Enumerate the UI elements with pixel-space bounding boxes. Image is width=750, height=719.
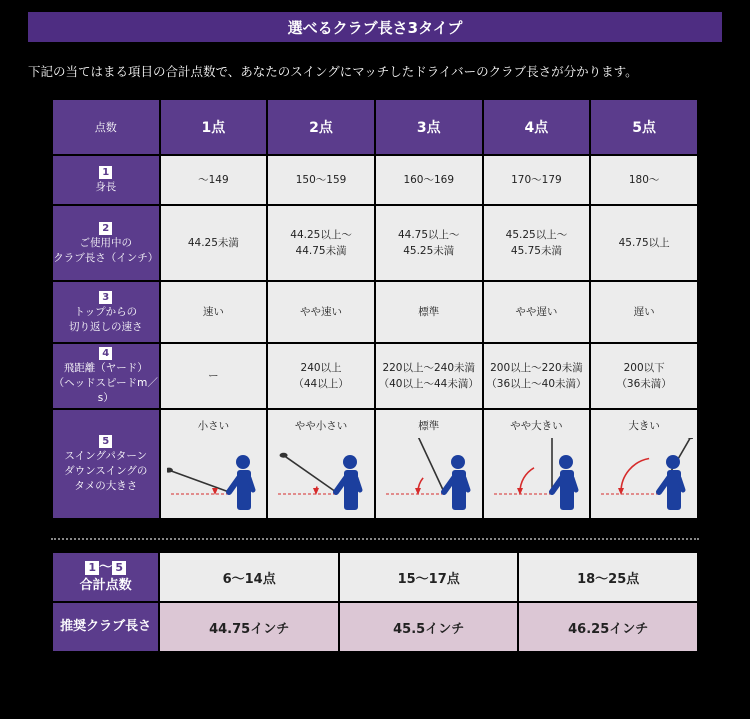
header-col-2: 2点 — [267, 99, 375, 155]
row-label — [52, 205, 160, 281]
swing-caption: やや大きい — [510, 420, 563, 432]
score-cell — [483, 155, 591, 205]
swing-caption: 大きい — [628, 420, 660, 432]
header-col-1: 1点 — [160, 99, 268, 155]
total-score-text: 合計点数 — [79, 578, 132, 593]
total-range-3: 18〜25点 — [518, 552, 698, 602]
score-cell — [160, 205, 268, 281]
scoring-table — [51, 98, 699, 520]
cell-line: 45.75未満 — [510, 245, 562, 257]
cell-line: （36未満） — [616, 378, 672, 390]
swing-illustration — [167, 438, 263, 518]
section-divider — [51, 538, 699, 540]
cell-line: 220以上〜240未満 — [382, 362, 476, 374]
label-line: （ヘッドスピードm／s） — [53, 377, 158, 404]
golfer-head — [236, 455, 250, 469]
recommended-length-2: 45.5インチ — [339, 602, 518, 652]
recommended-length-label: 推奨クラブ長さ — [52, 602, 159, 652]
row-number: 2 — [99, 222, 112, 235]
cell-line: 〜149 — [198, 174, 229, 186]
cell-line: 45.25未満 — [403, 245, 455, 257]
score-cell — [267, 343, 375, 409]
score-cell — [590, 343, 698, 409]
cell-line: やや速い — [300, 306, 343, 318]
swing-cell-3 — [375, 409, 483, 519]
cell-line: 標準 — [418, 306, 440, 318]
cell-line: 45.25以上〜 — [505, 229, 568, 241]
label-line: トップからの — [74, 305, 138, 318]
score-cell — [267, 205, 375, 281]
swing-cell-1 — [160, 409, 268, 519]
swing-cell-4 — [483, 409, 591, 519]
summary-table — [51, 551, 699, 653]
club-head — [280, 453, 288, 458]
cell-line: 44.75未満 — [295, 245, 347, 257]
criteria-row — [52, 205, 698, 281]
score-cell — [590, 205, 698, 281]
range-to: 5 — [112, 561, 126, 575]
total-score-label — [52, 552, 159, 602]
golfer-head — [451, 455, 465, 469]
arrow-head — [517, 488, 523, 495]
cell-line: やや遅い — [515, 306, 558, 318]
cell-line: （44以上） — [293, 378, 349, 390]
score-cell — [483, 205, 591, 281]
label-line: ダウンスイングの — [64, 465, 148, 477]
total-range-1: 6〜14点 — [159, 552, 339, 602]
cell-line: 遅い — [633, 306, 655, 318]
score-cell — [160, 343, 268, 409]
cell-line: 160〜169 — [403, 174, 455, 186]
recommended-length-1: 44.75インチ — [159, 602, 339, 652]
cell-line: 200以下 — [623, 362, 665, 374]
club-head — [687, 438, 693, 439]
row-number: 5 — [99, 435, 112, 448]
score-cell — [160, 155, 268, 205]
swing-caption: 標準 — [418, 420, 440, 432]
score-cell — [375, 281, 483, 343]
intro-text: 下記の当てはまる項目の合計点数で、あなたのスイングにマッチしたドライバーのクラブ長さが分かります。 — [28, 64, 638, 79]
header-col-3: 3点 — [375, 99, 483, 155]
score-cell — [590, 155, 698, 205]
cell-line: （40以上〜44未満） — [378, 378, 479, 390]
cell-line: 150〜159 — [295, 174, 347, 186]
arrow-head — [415, 488, 421, 495]
range-from: 1 — [85, 561, 99, 575]
cell-line: 44.25未満 — [187, 237, 239, 249]
row-number: 3 — [99, 291, 112, 304]
label-line: 飛距離（ヤード） — [63, 362, 148, 374]
score-cell — [483, 343, 591, 409]
row-label — [52, 281, 160, 343]
header-col-4: 4点 — [483, 99, 591, 155]
score-cell — [483, 281, 591, 343]
recommended-length-3: 46.25インチ — [518, 602, 698, 652]
cell-line: 44.25以上〜 — [290, 229, 352, 241]
banner-title: 選べるクラブ長さ3タイプ — [28, 12, 722, 42]
criteria-row — [52, 155, 698, 205]
swing-caption: 小さい — [197, 420, 230, 432]
swing-illustration — [274, 438, 370, 518]
cell-line: （36以上〜40未満） — [486, 378, 587, 390]
header-col-5: 5点 — [590, 99, 698, 155]
score-cell — [590, 281, 698, 343]
score-cell — [160, 281, 268, 343]
club-shaft — [284, 455, 336, 492]
label-line: タメの大きさ — [74, 480, 138, 492]
cell-line: 45.75以上 — [618, 237, 670, 249]
cell-line: 180〜 — [628, 174, 660, 186]
cell-line: 170〜179 — [511, 174, 562, 186]
label-line: ご使用中の — [79, 236, 133, 249]
golfer-head — [343, 455, 357, 469]
score-cell — [375, 343, 483, 409]
row-number: 4 — [99, 347, 112, 360]
cell-line: 200以上〜220未満 — [490, 362, 583, 374]
criteria-row — [52, 343, 698, 409]
score-cell — [267, 155, 375, 205]
criteria-row — [52, 281, 698, 343]
motion-arc — [621, 459, 649, 493]
row-label-swing — [52, 409, 160, 519]
swing-illustration — [597, 438, 693, 518]
golfer-head — [666, 455, 680, 469]
swing-illustration — [490, 438, 586, 518]
row-label — [52, 343, 160, 409]
swing-cell-2 — [267, 409, 375, 519]
cell-line: 44.75以上〜 — [397, 229, 460, 241]
golfer-head — [559, 455, 573, 469]
cell-line: 240以上 — [300, 362, 342, 374]
cell-line: 速い — [202, 306, 224, 318]
label-line: スイングパターン — [64, 450, 148, 462]
swing-cell-5 — [590, 409, 698, 519]
swing-caption: やや小さい — [294, 420, 348, 432]
cell-line: ー — [208, 370, 219, 382]
swing-illustration — [382, 438, 478, 518]
row-label — [52, 155, 160, 205]
range-sep: 〜 — [99, 560, 113, 575]
label-line: 切り返しの速さ — [69, 320, 143, 333]
row-number: 1 — [99, 166, 112, 179]
score-cell — [267, 281, 375, 343]
club-shaft — [417, 438, 444, 492]
score-cell — [375, 205, 483, 281]
label-line: クラブ長さ（インチ） — [53, 251, 159, 264]
score-cell — [375, 155, 483, 205]
label-line: 身長 — [95, 181, 117, 193]
club-shaft — [168, 470, 228, 492]
total-range-2: 15〜17点 — [339, 552, 518, 602]
header-label: 点数 — [52, 99, 160, 155]
